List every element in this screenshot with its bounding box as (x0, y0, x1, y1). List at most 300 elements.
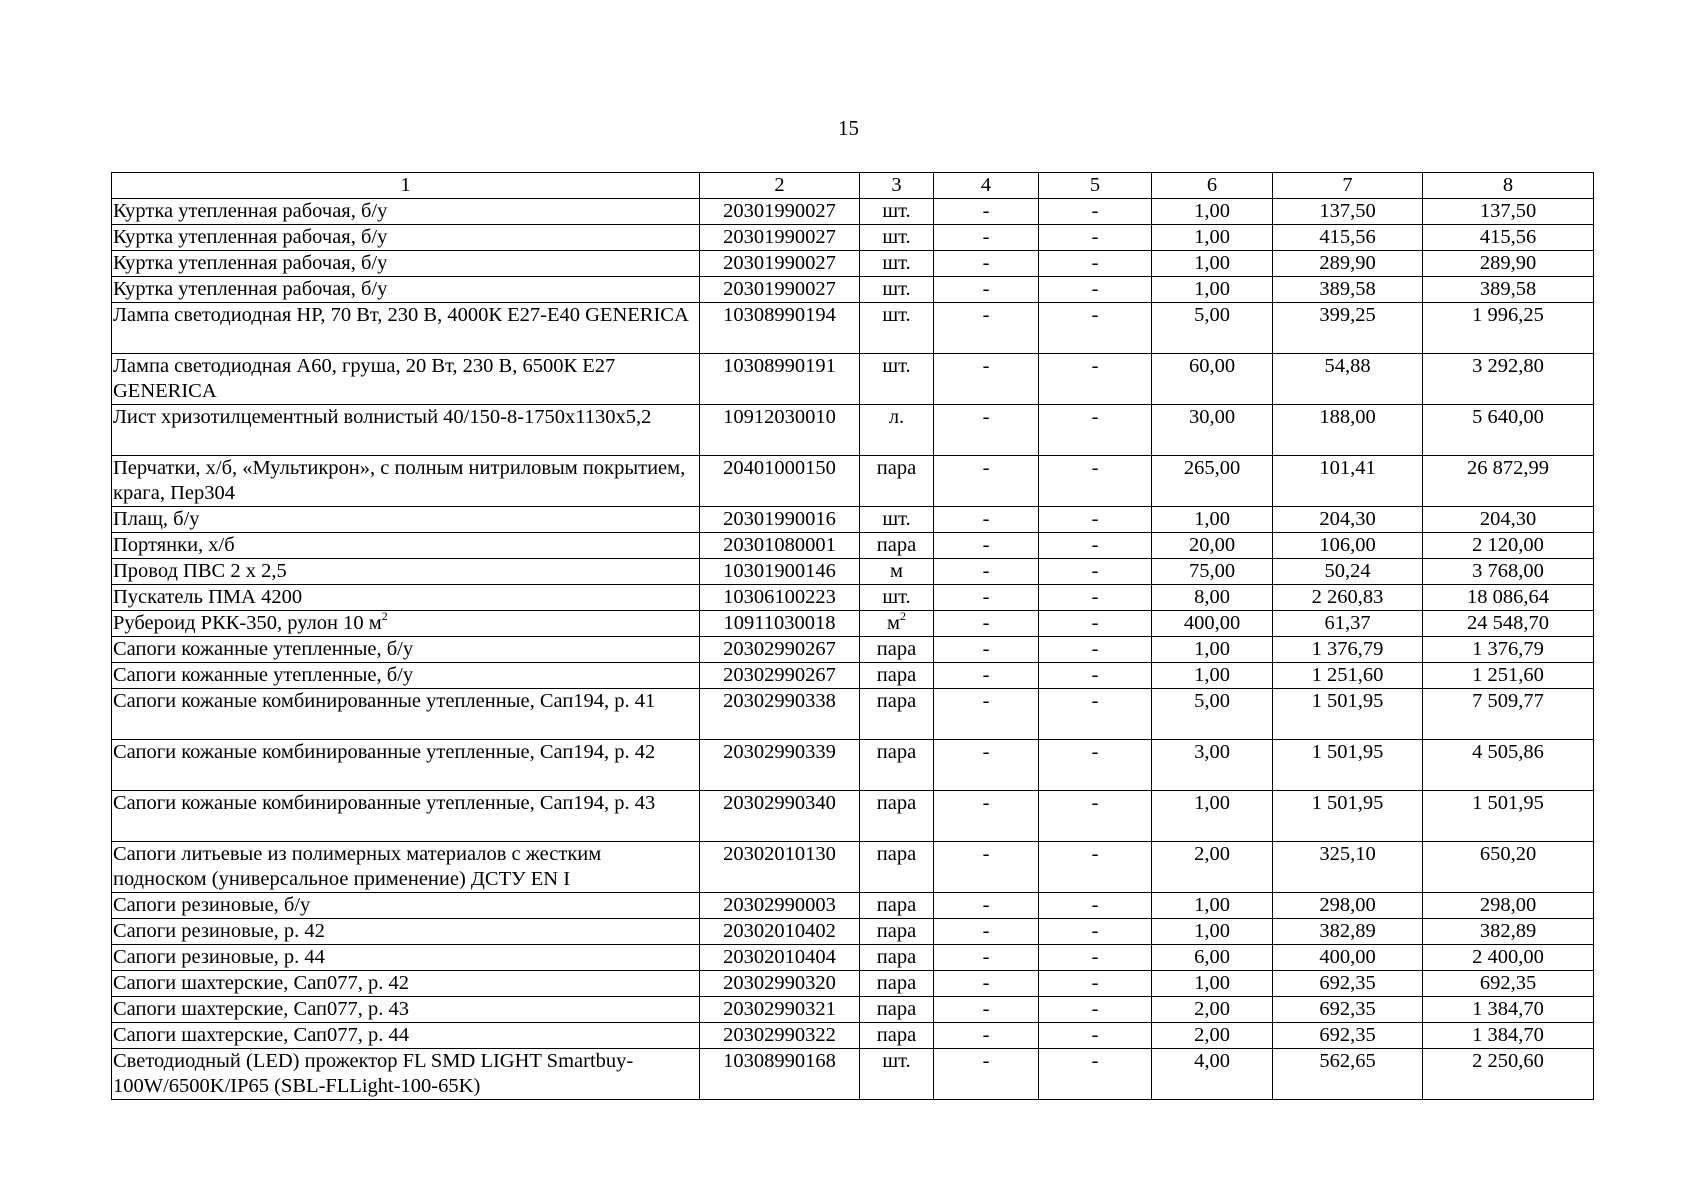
item-name-cell-text: Сапоги кожаные комбинированные утепленные, Сап194, р. 41 (113, 690, 656, 712)
item-name-cell (112, 663, 700, 689)
sum-cell-text: 1 384,70 (1472, 998, 1544, 1020)
unit-cell (860, 533, 934, 559)
item-name-cell-text: Сапоги шахтерские, Сап077, р. 43 (113, 998, 410, 1020)
item-code-cell-text: 10308990168 (723, 1050, 836, 1072)
quantity-cell-text: 1,00 (1194, 278, 1230, 300)
quantity-cell (1152, 637, 1273, 663)
header-cell: 3 (860, 173, 934, 199)
item-code-cell-text: 20302010404 (723, 946, 836, 968)
table-row (112, 199, 1594, 225)
col5-cell-text: - (1091, 586, 1099, 608)
sum-cell-text: 650,20 (1479, 843, 1537, 865)
quantity-cell-text: 1,00 (1194, 920, 1230, 942)
unit-cell-text: шт. (882, 508, 911, 530)
quantity-cell-text: 30,00 (1188, 406, 1236, 428)
table-row (112, 585, 1594, 611)
col4-cell (934, 199, 1039, 225)
item-code-cell-text: 10308990191 (723, 355, 836, 377)
item-code-cell-text: 20301990027 (723, 200, 836, 222)
sum-cell (1423, 251, 1594, 277)
col5-cell-text: - (1091, 998, 1099, 1020)
quantity-cell-text: 1,00 (1194, 972, 1230, 994)
item-name-cell (112, 971, 700, 997)
sum-cell (1423, 611, 1594, 637)
item-code-cell (700, 997, 860, 1023)
col5-cell (1039, 997, 1152, 1023)
col5-cell-text: - (1091, 200, 1099, 222)
quantity-cell-text: 8,00 (1194, 586, 1230, 608)
header-cell: 7 (1273, 173, 1423, 199)
col5-cell-text: - (1091, 355, 1099, 377)
item-name-cell-text: Лампа светодиодная A60, груша, 20 Вт, 230 В, 6500К E27 GENERICA (113, 355, 616, 402)
col5-cell (1039, 740, 1152, 791)
item-code-cell (700, 689, 860, 740)
price-cell-text: 692,35 (1319, 998, 1376, 1020)
table-row (112, 689, 1594, 740)
table-row (112, 533, 1594, 559)
col4-cell-text: - (982, 972, 990, 994)
col5-cell (1039, 842, 1152, 893)
price-cell-text: 188,00 (1319, 406, 1376, 428)
table-row (112, 842, 1594, 893)
sum-cell-text: 1 384,70 (1472, 1024, 1544, 1046)
price-cell-text: 1 501,95 (1311, 741, 1384, 763)
unit-cell-text: шт. (882, 586, 911, 608)
unit-cell (860, 354, 934, 405)
col4-cell-text: - (982, 226, 990, 248)
sum-cell-text: 7 509,77 (1472, 690, 1544, 712)
header-cell: 2 (700, 173, 860, 199)
item-name-cell-text: Провод ПВС 2 х 2,5 (113, 560, 287, 582)
price-cell (1273, 354, 1423, 405)
item-name-cell-text: Сапоги литьевые из полимерных материалов с жестким подноском (универсальное применение) ДСТУ EN I (113, 843, 602, 890)
sum-cell-text: 2 400,00 (1472, 946, 1544, 968)
unit-cell (860, 842, 934, 893)
price-cell (1273, 637, 1423, 663)
col5-cell (1039, 919, 1152, 945)
item-name-cell-text: Куртка утепленная рабочая, б/у (113, 226, 388, 248)
col5-cell-text: - (1091, 638, 1099, 660)
item-name-cell-text: Плащ, б/у (113, 508, 200, 530)
item-code-cell-text: 20301990027 (723, 252, 836, 274)
quantity-cell-text: 5,00 (1194, 304, 1230, 326)
col4-cell (934, 507, 1039, 533)
price-cell (1273, 507, 1423, 533)
col4-cell (934, 303, 1039, 354)
item-name-cell (112, 559, 700, 585)
item-code-cell (700, 893, 860, 919)
unit-cell-text: пара (876, 972, 917, 994)
price-cell (1273, 791, 1423, 842)
item-code-cell (700, 199, 860, 225)
sum-cell-text: 415,56 (1479, 226, 1537, 248)
sum-cell-text: 1 996,25 (1472, 304, 1544, 326)
col4-cell-text: - (982, 1050, 990, 1072)
sum-cell-text: 26 872,99 (1467, 457, 1549, 479)
item-name-cell-text: Портянки, х/б (113, 534, 235, 556)
col5-cell (1039, 507, 1152, 533)
item-name-cell-text: Сапоги резиновые, б/у (113, 894, 311, 916)
unit-cell (860, 893, 934, 919)
item-code-cell-text: 20302010130 (723, 843, 836, 865)
col5-cell (1039, 663, 1152, 689)
quantity-cell (1152, 225, 1273, 251)
sum-cell (1423, 199, 1594, 225)
quantity-cell (1152, 971, 1273, 997)
unit-cell-text: шт. (882, 252, 911, 274)
quantity-cell-text: 1,00 (1194, 638, 1230, 660)
quantity-cell (1152, 585, 1273, 611)
sum-cell-text: 3 292,80 (1472, 355, 1544, 377)
price-cell (1273, 199, 1423, 225)
col4-cell-text: - (982, 920, 990, 942)
table-row (112, 559, 1594, 585)
item-code-cell (700, 740, 860, 791)
quantity-cell-text: 2,00 (1194, 998, 1230, 1020)
col4-cell (934, 997, 1039, 1023)
quantity-cell-text: 5,00 (1194, 690, 1230, 712)
price-cell-text: 204,30 (1319, 508, 1376, 530)
col4-cell (934, 945, 1039, 971)
quantity-cell-text: 2,00 (1194, 1024, 1230, 1046)
unit-cell (860, 225, 934, 251)
col4-cell-text: - (982, 304, 990, 326)
item-code-cell-text: 10912030010 (723, 406, 836, 428)
col4-cell (934, 663, 1039, 689)
col5-cell (1039, 585, 1152, 611)
page-number: 15 (838, 116, 859, 140)
unit-cell-text: пара (876, 843, 917, 865)
sum-cell-text: 692,35 (1479, 972, 1537, 994)
unit-cell (860, 199, 934, 225)
superscript: 2 (899, 609, 906, 623)
col4-cell (934, 637, 1039, 663)
unit-cell (860, 971, 934, 997)
col4-cell (934, 919, 1039, 945)
table-row (112, 1049, 1594, 1100)
quantity-cell (1152, 251, 1273, 277)
col5-cell (1039, 303, 1152, 354)
item-code-cell (700, 663, 860, 689)
item-name-cell (112, 456, 700, 507)
col4-cell-text: - (982, 1024, 990, 1046)
quantity-cell-text: 60,00 (1188, 355, 1236, 377)
item-name-cell-text: Рубероид РКК-350, рулон 10 м (113, 612, 382, 634)
unit-cell-text: л. (888, 406, 905, 428)
col5-cell (1039, 611, 1152, 637)
unit-cell (860, 637, 934, 663)
unit-cell-text: пара (876, 741, 917, 763)
col5-cell (1039, 945, 1152, 971)
table-row (112, 919, 1594, 945)
col4-cell-text: - (982, 457, 990, 479)
col4-cell (934, 559, 1039, 585)
table-row (112, 611, 1594, 637)
quantity-cell (1152, 1023, 1273, 1049)
col5-cell-text: - (1091, 946, 1099, 968)
quantity-cell-text: 1,00 (1194, 792, 1230, 814)
price-cell-text: 400,00 (1319, 946, 1376, 968)
price-cell-text: 289,90 (1319, 252, 1376, 274)
item-name-cell-text: Сапоги кожанные утепленные, б/у (113, 664, 414, 686)
table-row (112, 303, 1594, 354)
col5-cell (1039, 533, 1152, 559)
price-cell-text: 101,41 (1319, 457, 1376, 479)
header-cell: 1 (112, 173, 700, 199)
quantity-cell (1152, 791, 1273, 842)
item-name-cell-text: Сапоги резиновые, р. 44 (113, 946, 325, 968)
table-row (112, 945, 1594, 971)
item-code-cell (700, 354, 860, 405)
sum-cell (1423, 791, 1594, 842)
sum-cell-text: 1 376,79 (1472, 638, 1544, 660)
price-cell-text: 54,88 (1324, 355, 1371, 377)
item-code-cell-text: 10308990194 (723, 304, 836, 326)
unit-cell-text: пара (876, 534, 917, 556)
col5-cell-text: - (1091, 226, 1099, 248)
item-name-cell-text: Сапоги кожаные комбинированные утепленные, Сап194, р. 43 (113, 792, 656, 814)
col5-cell-text: - (1091, 1024, 1099, 1046)
sum-cell (1423, 919, 1594, 945)
price-cell (1273, 919, 1423, 945)
sum-cell (1423, 507, 1594, 533)
sum-cell-text: 2 120,00 (1472, 534, 1544, 556)
col4-cell-text: - (982, 560, 990, 582)
table-row (112, 225, 1594, 251)
col4-cell (934, 405, 1039, 456)
col5-cell-text: - (1091, 972, 1099, 994)
col5-cell-text: - (1091, 690, 1099, 712)
price-cell-text: 137,50 (1319, 200, 1376, 222)
sum-cell (1423, 559, 1594, 585)
col4-cell (934, 842, 1039, 893)
table-row (112, 277, 1594, 303)
price-cell (1273, 611, 1423, 637)
quantity-cell-text: 1,00 (1194, 664, 1230, 686)
item-name-cell-text: Пускатель ПМА 4200 (113, 586, 303, 608)
quantity-cell (1152, 842, 1273, 893)
price-cell (1273, 1049, 1423, 1100)
col4-cell-text: - (982, 534, 990, 556)
quantity-cell (1152, 945, 1273, 971)
item-name-cell (112, 533, 700, 559)
col4-cell-text: - (982, 946, 990, 968)
sum-cell-text: 298,00 (1479, 894, 1537, 916)
col5-cell (1039, 971, 1152, 997)
item-code-cell (700, 842, 860, 893)
item-code-cell-text: 20401000150 (723, 457, 836, 479)
sum-cell-text: 1 501,95 (1472, 792, 1544, 814)
col4-cell-text: - (982, 894, 990, 916)
item-code-cell (700, 533, 860, 559)
col5-cell-text: - (1091, 612, 1099, 634)
sum-cell (1423, 740, 1594, 791)
quantity-cell-text: 1,00 (1194, 200, 1230, 222)
price-cell-text: 298,00 (1319, 894, 1376, 916)
col5-cell-text: - (1091, 457, 1099, 479)
quantity-cell (1152, 611, 1273, 637)
item-code-cell (700, 945, 860, 971)
unit-cell-text: м (887, 612, 900, 634)
item-name-cell (112, 842, 700, 893)
item-name-cell (112, 945, 700, 971)
unit-cell-text: пара (876, 457, 917, 479)
col5-cell-text: - (1091, 252, 1099, 274)
sum-cell (1423, 689, 1594, 740)
table-row (112, 637, 1594, 663)
item-code-cell-text: 20301990027 (723, 226, 836, 248)
col4-cell (934, 456, 1039, 507)
unit-cell (860, 303, 934, 354)
col4-cell-text: - (982, 200, 990, 222)
table-row (112, 997, 1594, 1023)
price-cell (1273, 945, 1423, 971)
item-code-cell-text: 20302990340 (723, 792, 836, 814)
item-name-cell-text: Светодиодный (LED) прожектор FL SMD LIGHT Smartbuy-100W/6500K/IP65 (SBL-FLLight-100-65K) (113, 1050, 634, 1097)
item-name-cell (112, 251, 700, 277)
item-code-cell-text: 20302990267 (723, 638, 836, 660)
price-cell-text: 562,65 (1319, 1050, 1376, 1072)
quantity-cell (1152, 199, 1273, 225)
table-row (112, 971, 1594, 997)
quantity-cell (1152, 405, 1273, 456)
table-row (112, 1023, 1594, 1049)
col4-cell (934, 791, 1039, 842)
unit-cell (860, 1049, 934, 1100)
col4-cell-text: - (982, 998, 990, 1020)
col4-cell (934, 689, 1039, 740)
col5-cell-text: - (1091, 508, 1099, 530)
price-cell (1273, 663, 1423, 689)
unit-cell-text: шт. (882, 278, 911, 300)
quantity-cell (1152, 740, 1273, 791)
item-code-cell (700, 611, 860, 637)
item-name-cell-text: Куртка утепленная рабочая, б/у (113, 278, 388, 300)
quantity-cell (1152, 893, 1273, 919)
quantity-cell (1152, 303, 1273, 354)
col4-cell (934, 1049, 1039, 1100)
item-name-cell (112, 1049, 700, 1100)
table-body (112, 173, 1594, 1100)
quantity-cell-text: 400,00 (1183, 612, 1241, 634)
sum-cell (1423, 277, 1594, 303)
quantity-cell (1152, 507, 1273, 533)
item-code-cell-text: 20301990016 (723, 508, 836, 530)
unit-cell (860, 611, 934, 637)
sum-cell (1423, 663, 1594, 689)
col5-cell (1039, 199, 1152, 225)
col4-cell (934, 277, 1039, 303)
item-name-cell-text: Перчатки, х/б, «Мультикрон», с полным нитриловым покрытием, крага, Пер304 (113, 457, 686, 504)
unit-cell-text: шт. (882, 1050, 911, 1072)
unit-cell (860, 585, 934, 611)
quantity-cell-text: 2,00 (1194, 843, 1230, 865)
item-name-cell (112, 507, 700, 533)
quantity-cell (1152, 354, 1273, 405)
col5-cell (1039, 559, 1152, 585)
sum-cell-text: 4 505,86 (1472, 741, 1544, 763)
unit-cell (860, 507, 934, 533)
sum-cell (1423, 997, 1594, 1023)
col4-cell (934, 740, 1039, 791)
price-cell-text: 415,56 (1319, 226, 1376, 248)
unit-cell-text: пара (876, 638, 917, 660)
col4-cell (934, 971, 1039, 997)
sum-cell (1423, 842, 1594, 893)
table-row (112, 354, 1594, 405)
sum-cell (1423, 225, 1594, 251)
price-cell (1273, 893, 1423, 919)
col5-cell (1039, 251, 1152, 277)
item-name-cell-text: Лист хризотилцементный волнистый 40/150-8-1750х1130х5,2 (113, 406, 652, 428)
quantity-cell (1152, 1049, 1273, 1100)
price-cell (1273, 456, 1423, 507)
unit-cell-text: пара (876, 920, 917, 942)
item-name-cell (112, 893, 700, 919)
sum-cell (1423, 585, 1594, 611)
item-name-cell (112, 637, 700, 663)
unit-cell-text: шт. (882, 226, 911, 248)
item-code-cell (700, 791, 860, 842)
sum-cell-text: 137,50 (1479, 200, 1537, 222)
table-row (112, 740, 1594, 791)
unit-cell-text: пара (876, 998, 917, 1020)
inventory-table (111, 172, 1594, 1100)
price-cell-text: 61,37 (1324, 612, 1371, 634)
item-code-cell (700, 507, 860, 533)
sum-cell (1423, 637, 1594, 663)
price-cell-text: 1 501,95 (1311, 690, 1384, 712)
item-name-cell-text: Сапоги кожаные комбинированные утепленные, Сап194, р. 42 (113, 741, 656, 763)
col5-cell (1039, 893, 1152, 919)
col5-cell-text: - (1091, 792, 1099, 814)
col5-cell (1039, 637, 1152, 663)
price-cell (1273, 971, 1423, 997)
superscript: 2 (381, 609, 388, 623)
item-name-cell (112, 354, 700, 405)
col5-cell-text: - (1091, 920, 1099, 942)
col4-cell-text: - (982, 508, 990, 530)
col5-cell-text: - (1091, 664, 1099, 686)
item-code-cell-text: 20301990027 (723, 278, 836, 300)
item-code-cell (700, 919, 860, 945)
table-row (112, 791, 1594, 842)
col5-cell-text: - (1091, 534, 1099, 556)
col4-cell-text: - (982, 843, 990, 865)
col4-cell-text: - (982, 690, 990, 712)
quantity-cell-text: 75,00 (1188, 560, 1236, 582)
unit-cell-text: пара (876, 690, 917, 712)
sum-cell (1423, 1049, 1594, 1100)
item-code-cell-text: 20301080001 (723, 534, 836, 556)
sum-cell-text: 389,58 (1479, 278, 1537, 300)
sum-cell-text: 24 548,70 (1467, 612, 1549, 634)
header-cell: 8 (1423, 173, 1594, 199)
item-code-cell (700, 1049, 860, 1100)
item-name-cell-text: Куртка утепленная рабочая, б/у (113, 200, 388, 222)
unit-cell (860, 689, 934, 740)
unit-cell-text: пара (876, 946, 917, 968)
quantity-cell (1152, 277, 1273, 303)
quantity-cell-text: 6,00 (1194, 946, 1230, 968)
quantity-cell (1152, 997, 1273, 1023)
item-name-cell-text: Лампа светодиодная HP, 70 Вт, 230 В, 4000К E27-E40 GENERICA (113, 304, 689, 326)
col5-cell-text: - (1091, 741, 1099, 763)
col4-cell-text: - (982, 664, 990, 686)
sum-cell-text: 1 251,60 (1472, 664, 1544, 686)
col4-cell-text: - (982, 406, 990, 428)
item-name-cell-text: Куртка утепленная рабочая, б/у (113, 252, 388, 274)
